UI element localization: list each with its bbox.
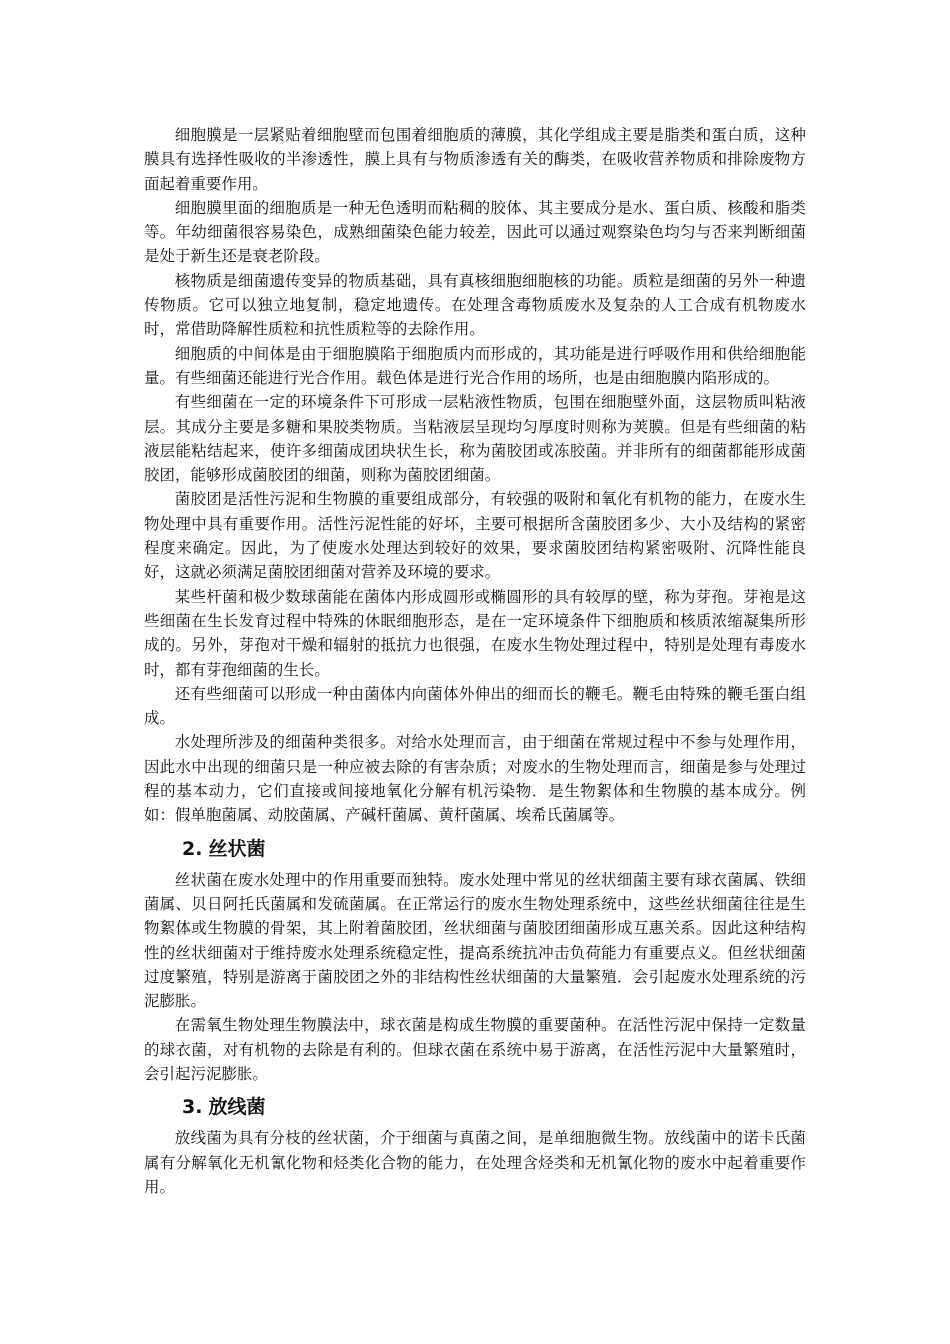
- section-number: 2.: [182, 837, 203, 860]
- paragraph: 有些细菌在一定的环境条件下可形成一层粘液性物质，包围在细胞壁外面，这层物质叫粘液层。其成分主要是多糖和果胶类物质。当粘液层呈现均匀厚度时则称为荚膜。但是有些细菌的粘液层能粘结起来，使许多细菌成团块状生长，称为菌胶团或冻胶菌。并非所有的细菌都能形成菌胶团，能够形成菌胶团的细菌，则称为菌胶团细菌。: [144, 393, 806, 485]
- section-title: 放线菌: [208, 1096, 266, 1119]
- paragraph: 某些杆菌和极少数球菌能在菌体内形成圆形或椭圆形的具有较厚的壁，称为芽孢。芽袍是这些细菌在生长发育过程中特殊的休眠细胞形态，是在一定环境条件下细胞质和核质浓缩凝集所形成的。另外，芽孢对干燥和辐射的抵抗力也很强，在废水生物处理过程中，特别是处理有毒废水时，都有芽孢细菌的生长。: [144, 587, 806, 679]
- paragraph: 水处理所涉及的细菌种类很多。对给水处理而言，由于细菌在常规过程中不参与处理作用，因此水中出现的细菌只是一种应被去除的有害杂质；对废水的生物处理而言，细菌是参与处理过程的基本动力，它们直接或间接地氧化分解有机污染物．是生物絮体和生物膜的基本成分。例如：假单胞菌属、动胶菌属、产碱杆菌属、黄杆菌属、埃希氏菌属等。: [144, 733, 806, 825]
- paragraph: 丝状菌在废水处理中的作用重要而独特。废水处理中常见的丝状细菌主要有球衣菌属、铁细菌属、贝日阿托氏菌属和发硫菌属。在正常运行的废水生物处理系统中，这些丝状细菌往往是生物絮体或生物膜的骨架，其上附着菌胶团，丝状细菌与菌胶团细菌形成互惠关系。因此这种结构性的丝状细菌对于维持废水处理系统稳定性，提高系统抗冲击负荷能力有重要点义。但丝状细菌过度繁殖，特别是游离于菌胶团之外的非结构性丝状细菌的大量繁殖．会引起废水处理系统的污泥膨胀。: [144, 870, 806, 1011]
- paragraph: 在需氧生物处理生物膜法中，球衣菌是构成生物膜的重要菌种。在活性污泥中保持一定数量的球衣菌，对有机物的去除是有利的。但球衣菌在系统中易于游离，在活性污泥中大量繁殖时，会引起污泥膨胀。: [144, 1016, 806, 1083]
- section-heading-2: [144, 834, 806, 864]
- paragraph: 细胞膜是一层紧贴着细胞壁而包围着细胞质的薄膜，其化学组成主要是脂类和蛋白质，这种膜具有选择性吸收的半渗透性，膜上具有与物质渗透有关的酶类，在吸收营养物质和排除废物方面起着重要作用。: [144, 126, 806, 193]
- section-title: 丝状菌: [208, 837, 266, 860]
- paragraph: 细胞质的中间体是由于细胞膜陷于细胞质内而形成的，其功能是进行呼吸作用和供给细胞能量。有些细菌还能进行光合作用。载色体是进行光合作用的场所，也是由细胞膜内陷形成的。: [144, 344, 806, 387]
- paragraph: 菌胶团是活性污泥和生物膜的重要组成部分，有较强的吸附和氧化有机物的能力，在废水生物处理中具有重要作用。活性污泥性能的好坏，主要可根据所含菌胶团多少、大小及结构的紧密程度来确定。因此，为了使废水处理达到较好的效果，要求菌胶团结构紧密吸附、沉降性能良好，这就必须满足菌胶团细菌对营养及环境的要求。: [144, 490, 806, 582]
- section-number: 3.: [182, 1096, 203, 1119]
- paragraph: 放线菌为具有分枝的丝状菌，介于细菌与真菌之间，是单细胞微生物。放线菌中的诺卡氏菌属有分解氧化无机氰化物和烃类化合物的能力，在处理含烃类和无机氰化物的废水中起着重要作用。: [144, 1129, 806, 1196]
- paragraph: 还有些细菌可以形成一种由菌体内向菌体外伸出的细而长的鞭毛。鞭毛由特殊的鞭毛蛋白组成。: [144, 684, 806, 728]
- paragraph: 细胞膜里面的细胞质是一种无色透明而粘稠的胶体、其主要成分是水、蛋白质、核酸和脂类等。年幼细菌很容易染色，成熟细菌染色能力较差，因此可以通过观察染色均匀与否来判断细菌是处于新生还是衰老阶段。: [144, 198, 806, 266]
- section-heading-3: [144, 1092, 806, 1122]
- paragraph: 核物质是细菌遗传变异的物质基础，具有真核细胞细胞核的功能。质粒是细菌的另外一种遗传物质。它可以独立地复制，稳定地遗传。在处理含毒物质废水及复杂的人工合成有机物废水时，常借助降解性质粒和抗性质粒等的去除作用。: [144, 271, 806, 339]
